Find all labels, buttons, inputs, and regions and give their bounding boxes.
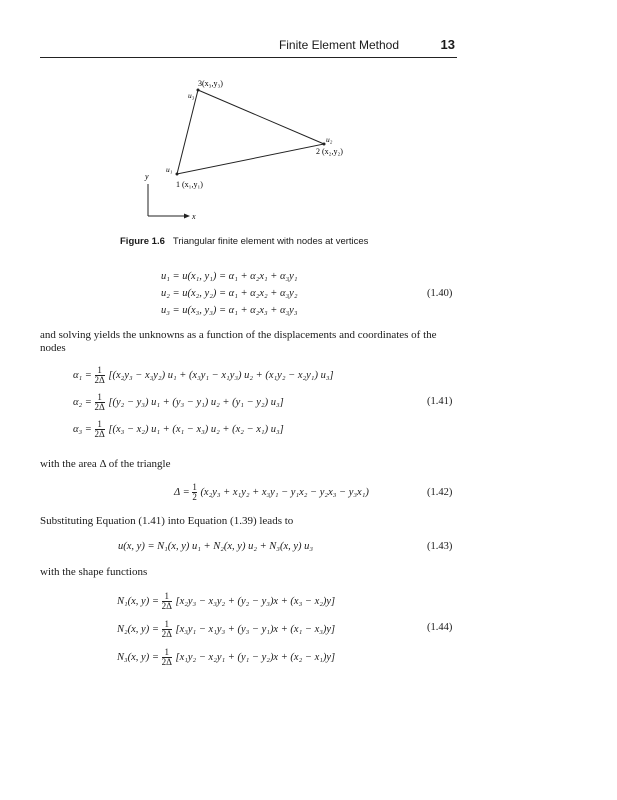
triangle-diagram [130,70,390,230]
figure-caption [120,236,368,247]
fraction-numerator: 1 [164,591,169,601]
eq-1-43-number: (1.43) [427,541,453,552]
node3-label: 3(x₃,y₃) [198,79,223,88]
fraction-denominator: 2Δ [161,657,172,667]
eq-1-41-rhs-2: [(y₂ − y₃) u₁ + (y₃ − y₁) u₂ + (y₁ − y₂) u₃] [108,396,284,408]
fraction-denominator: 2Δ [94,375,105,385]
paragraph-solving: and solving yields the unknowns as a function of the displacements and coordinates of the nodes [40,329,437,354]
fraction-denominator: 2Δ [94,402,105,412]
node-3 [197,89,200,92]
eq-1-41-line-3 [73,420,284,439]
eq-1-41-lhs-1: α₁ = [73,369,92,381]
eq-1-44-lhs-2: N₂(x, y) = [117,623,159,635]
eq-1-44-rhs-1: [x₂y₃ − x₃y₂ + (y₂ − y₃)x + (x₃ − x₂)y] [175,595,336,607]
eq-1-44-lhs-3: N₃(x, y) = [117,651,159,663]
eq-1-44-rhs-3: [x₁y₂ − x₂y₁ + (y₁ − y₂)x + (x₂ − x₁)y] [175,651,336,663]
triangle-element [177,90,324,174]
y-axis-label: y [145,172,149,181]
fraction-numerator: 1 [97,365,102,375]
node-1 [176,173,179,176]
node2-label: 2 (x₂,y₂) [316,147,343,156]
fraction-denominator: 2Δ [161,629,172,639]
fraction [192,483,197,502]
node1-displacement: u₁ [166,165,173,174]
fraction [95,420,105,439]
paragraph-area: with the area Δ of the triangle [40,458,171,470]
eq-1-41-lhs-3: α₃ = [73,423,92,435]
eq-1-44-line-3 [117,648,335,667]
figure-caption-text: Triangular finite element with nodes at vertices [172,236,369,247]
x-axis-arrow [184,214,190,219]
page-number: 13 [440,37,455,52]
running-title: Finite Element Method [278,38,399,52]
fraction-numerator: 1 [164,619,169,629]
paragraph-shape-functions: with the shape functions [40,566,148,578]
eq-1-41-line-2 [73,393,284,412]
fraction-denominator: 2 [192,492,197,502]
eq-1-41-lhs-2: α₂ = [73,396,92,408]
fraction [95,366,105,385]
eq-1-40-number: (1.40) [427,288,453,299]
page-header [40,36,457,56]
eq-1-42-lhs: Δ = [174,486,190,498]
fraction-numerator: 1 [192,482,197,492]
eq-1-41-line-1 [73,366,334,385]
fraction [95,393,105,412]
fraction-denominator: 2Δ [94,429,105,439]
node2-displacement: u₂ [326,135,333,144]
eq-1-43-line: u(x, y) = N₁(x, y) u₁ + N₂(x, y) u₂ + N₃(x, y) u₃ [118,541,314,552]
eq-1-40-line-2: u₂ = u(x₂, y₂) = α₁ + α₂x₂ + α₃y₂ [161,288,298,299]
eq-1-42-rhs: (x₂y₃ + x₁y₂ + x₃y₁ − y₁x₂ − y₂x₃ − y₃x₁) [200,486,369,498]
fraction-numerator: 1 [164,647,169,657]
eq-1-41-rhs-3: [(x₃ − x₂) u₁ + (x₁ − x₃) u₂ + (x₂ − x₁) u₃] [108,423,284,435]
eq-1-44-line-2 [117,620,335,639]
fraction-denominator: 2Δ [161,601,172,611]
triangle-figure [130,70,390,230]
header-rule [40,57,457,58]
eq-1-41-number: (1.41) [427,396,453,407]
eq-1-40-line-1: u₁ = u(x₁, y₁) = α₁ + α₂x₁ + α₃y₁ [161,271,298,282]
eq-1-44-rhs-2: [x₃y₁ − x₁y₃ + (y₃ − y₁)x + (x₁ − x₃)y] [175,623,336,635]
eq-1-44-number: (1.44) [427,622,453,633]
eq-1-44-lhs-1: N₁(x, y) = [117,595,159,607]
node1-label: 1 (x₁,y₁) [176,180,203,189]
figure-caption-label: Figure 1.6 [120,236,165,247]
paragraph-substituting: Substituting Equation (1.41) into Equation (1.39) leads to [40,515,294,527]
x-axis-label: x [192,212,196,221]
eq-1-42-line [174,483,369,502]
fraction-numerator: 1 [97,419,102,429]
eq-1-40-line-3: u₃ = u(x₃, y₃) = α₁ + α₂x₃ + α₃y₃ [161,305,298,316]
eq-1-44-line-1 [117,592,335,611]
fraction [162,592,172,611]
eq-1-41-rhs-1: [(x₂y₃ − x₃y₂) u₁ + (x₃y₁ − x₁y₃) u₂ + (x₁y₂ − x₂y₁) u₃] [108,369,334,381]
fraction [162,648,172,667]
fraction [162,620,172,639]
eq-1-42-number: (1.42) [427,487,453,498]
node3-displacement: u₃ [188,91,195,100]
fraction-numerator: 1 [97,392,102,402]
